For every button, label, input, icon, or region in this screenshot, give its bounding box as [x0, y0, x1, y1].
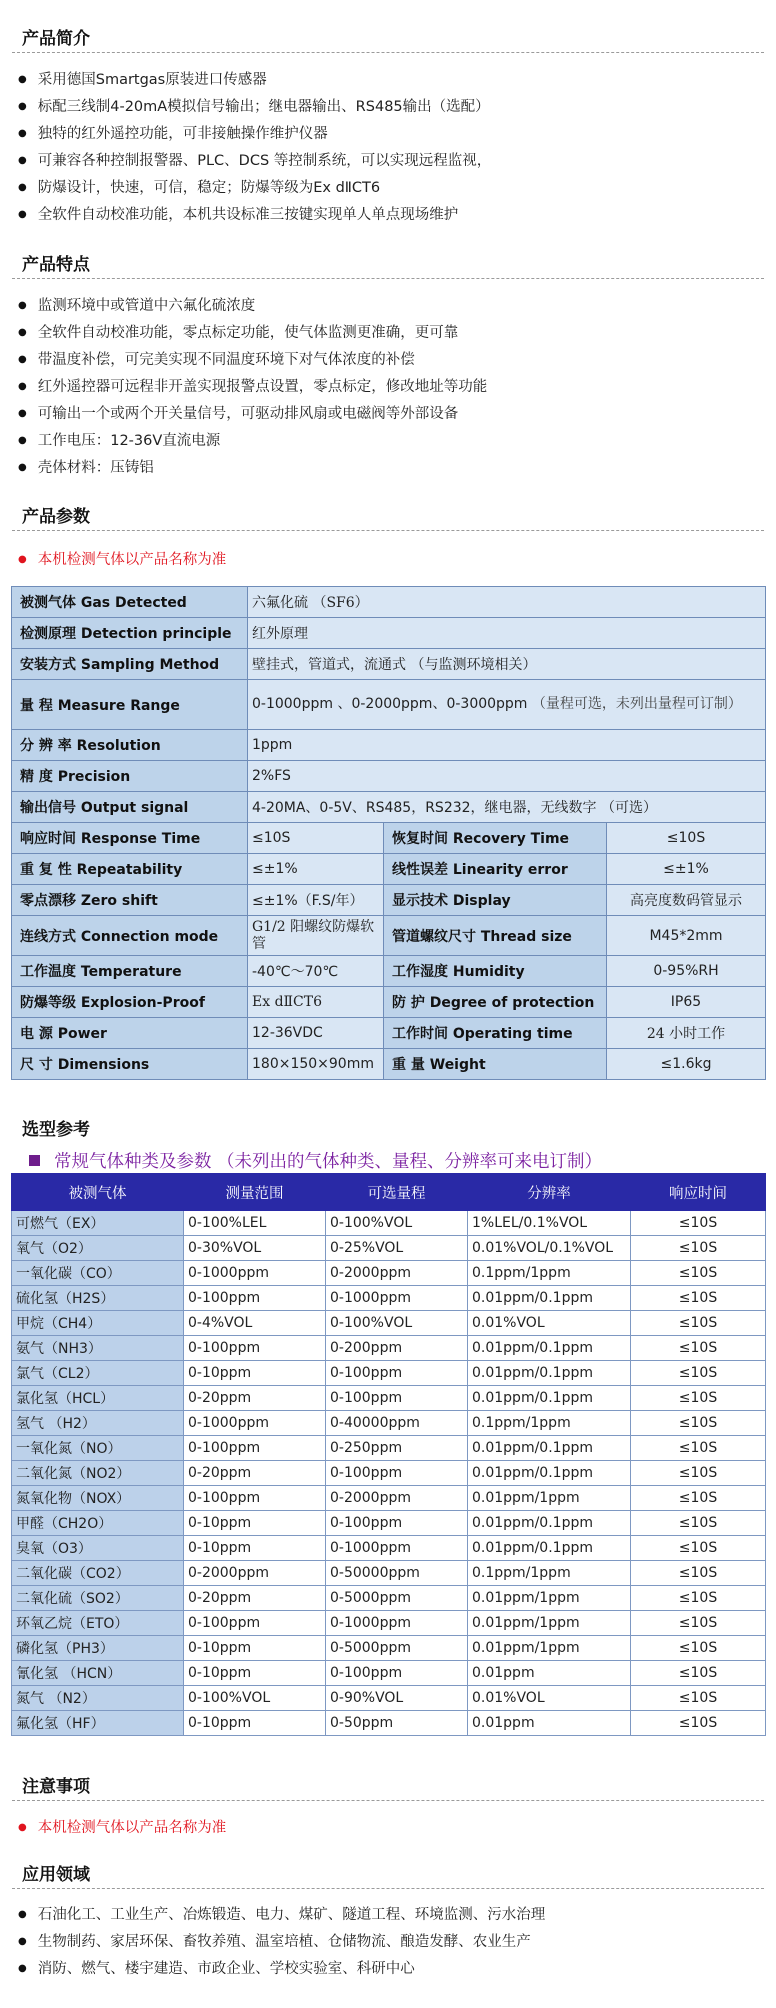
table-cell: 0.01ppm/0.1ppm [468, 1386, 631, 1411]
param-value: G1/2 阳螺纹防爆软管 [248, 916, 384, 956]
table-cell: 0-2000ppm [326, 1486, 468, 1511]
param-label: 电 源 Power [12, 1018, 248, 1049]
table-cell: 0-100ppm [326, 1361, 468, 1386]
param-value: 壁挂式，管道式，流通式 （与监测环境相关） [248, 649, 766, 680]
param-value: 2%FS [248, 761, 766, 792]
table-cell: 0-1000ppm [326, 1611, 468, 1636]
table-cell: 0.01ppm/0.1ppm [468, 1536, 631, 1561]
param-value: ≤±1%（F.S/年） [248, 885, 384, 916]
table-row [12, 1411, 766, 1436]
table-cell: 0-100%VOL [326, 1311, 468, 1336]
applications-title: 应用领域 [22, 1865, 90, 1885]
selection-title: 选型参考 [22, 1120, 90, 1140]
param-value: ≤±1% [607, 854, 766, 885]
gas-name-cell: 环氧乙烷（ETO） [12, 1611, 184, 1636]
table-cell: ≤10S [631, 1711, 766, 1736]
param-label: 防爆等级 Explosion-Proof [12, 987, 248, 1018]
table-cell: ≤10S [631, 1236, 766, 1261]
table-cell: 0-5000ppm [326, 1586, 468, 1611]
table-row [12, 1436, 766, 1461]
table-row [12, 587, 766, 618]
table-cell: 0.01ppm/0.1ppm [468, 1336, 631, 1361]
table-row [12, 1686, 766, 1711]
notes-note: ● 本机检测气体以产品名称为准 [14, 1816, 226, 1837]
table-row [12, 761, 766, 792]
param-label: 响应时间 Response Time [12, 823, 248, 854]
gas-table-body [12, 1211, 766, 1736]
param-label: 管道螺纹尺寸 Thread size [384, 916, 607, 956]
param-label: 线性误差 Linearity error [384, 854, 607, 885]
gas-name-cell: 氮气 （N2） [12, 1686, 184, 1711]
table-cell: 0-50ppm [326, 1711, 468, 1736]
table-row [12, 1336, 766, 1361]
list-item: ● 全软件自动校准功能，零点标定功能，使气体监测更准确，更可靠 [14, 320, 487, 347]
gas-name-cell: 一氧化碳（CO） [12, 1261, 184, 1286]
table-cell: ≤10S [631, 1486, 766, 1511]
table-cell: 0-100ppm [326, 1461, 468, 1486]
notes-title: 注意事项 [22, 1777, 90, 1797]
table-row [12, 1261, 766, 1286]
param-value: 0-95%RH [607, 956, 766, 987]
gas-name-cell: 氰化氢 （HCN） [12, 1661, 184, 1686]
table-cell: 0-100ppm [326, 1511, 468, 1536]
param-value: 4-20MA、0-5V、RS485，RS232，继电器，无线数字 （可选） [248, 792, 766, 823]
param-value: 180×150×90mm [248, 1049, 384, 1080]
table-cell: 0-100ppm [184, 1611, 326, 1636]
table-cell: ≤10S [631, 1536, 766, 1561]
table-cell: 0-2000ppm [326, 1261, 468, 1286]
table-cell: 0.01ppm/1ppm [468, 1486, 631, 1511]
table-cell: 0-10ppm [184, 1361, 326, 1386]
gas-name-cell: 甲烷（CH4） [12, 1311, 184, 1336]
params-title: 产品参数 [22, 507, 90, 527]
param-value: ≤10S [607, 823, 766, 854]
param-label: 工作温度 Temperature [12, 956, 248, 987]
table-row [12, 1711, 766, 1736]
table-cell: 0-20ppm [184, 1461, 326, 1486]
table-cell: ≤10S [631, 1386, 766, 1411]
table-row [12, 956, 766, 987]
table-cell: ≤10S [631, 1361, 766, 1386]
gas-name-cell: 可燃气（EX） [12, 1211, 184, 1236]
table-row [12, 1661, 766, 1686]
table-cell: 0.01ppm/0.1ppm [468, 1461, 631, 1486]
table-cell: 0-5000ppm [326, 1636, 468, 1661]
table-cell: 0-2000ppm [184, 1561, 326, 1586]
table-row [12, 987, 766, 1018]
table-cell: 1%LEL/0.1%VOL [468, 1211, 631, 1236]
list-item: ● 红外遥控器可远程非开盖实现报警点设置，零点标定，修改地址等功能 [14, 374, 487, 401]
table-row [12, 1561, 766, 1586]
param-label: 被测气体 Gas Detected [12, 587, 248, 618]
table-cell: 0-100%LEL [184, 1211, 326, 1236]
table-cell: 0-1000ppm [326, 1286, 468, 1311]
table-row [12, 1361, 766, 1386]
table-cell: 0-20ppm [184, 1386, 326, 1411]
column-header: 分辨率 [468, 1174, 631, 1211]
param-label: 显示技术 Display [384, 885, 607, 916]
table-cell: 0.01%VOL/0.1%VOL [468, 1236, 631, 1261]
table-cell: 0-40000ppm [326, 1411, 468, 1436]
table-cell: 0-100ppm [326, 1661, 468, 1686]
table-cell: ≤10S [631, 1611, 766, 1636]
table-cell: 0-10ppm [184, 1511, 326, 1536]
table-cell: ≤10S [631, 1261, 766, 1286]
table-cell: 0.01ppm [468, 1711, 631, 1736]
table-cell: 0.01ppm/0.1ppm [468, 1436, 631, 1461]
param-value: 24 小时工作 [607, 1018, 766, 1049]
table-cell: 0-1000ppm [184, 1261, 326, 1286]
param-value: 高亮度数码管显示 [607, 885, 766, 916]
table-cell: 0-100ppm [326, 1386, 468, 1411]
param-label: 恢复时间 Recovery Time [384, 823, 607, 854]
section-divider [12, 52, 764, 53]
table-cell: 0-100%VOL [184, 1686, 326, 1711]
param-value: 12-36VDC [248, 1018, 384, 1049]
gas-table-title-text: 常规气体种类及参数 （未列出的气体种类、量程、分辨率可来电订制） [54, 1152, 603, 1172]
features-list [14, 293, 487, 482]
table-row [12, 1386, 766, 1411]
table-row [12, 1586, 766, 1611]
table-row [12, 1536, 766, 1561]
table-row [12, 1486, 766, 1511]
table-cell: 0-100ppm [184, 1286, 326, 1311]
table-cell: 0-20ppm [184, 1586, 326, 1611]
param-value: 1ppm [248, 730, 766, 761]
table-cell: 0-10ppm [184, 1536, 326, 1561]
table-cell: 0-100%VOL [326, 1211, 468, 1236]
param-label: 防 护 Degree of protection [384, 987, 607, 1018]
list-item: ● 工作电压：12-36V直流电源 [14, 428, 487, 455]
table-row [12, 1636, 766, 1661]
gas-name-cell: 氯化氢（HCL） [12, 1386, 184, 1411]
param-label: 工作时间 Operating time [384, 1018, 607, 1049]
gas-name-cell: 一氧化氮（NO） [12, 1436, 184, 1461]
param-value: ≤1.6kg [607, 1049, 766, 1080]
gas-name-cell: 二氧化氮（NO2） [12, 1461, 184, 1486]
list-item: ● 采用德国Smartgas原装进口传感器 [14, 67, 491, 94]
param-label: 零点漂移 Zero shift [12, 885, 248, 916]
column-header: 响应时间 [631, 1174, 766, 1211]
table-cell: 0-25%VOL [326, 1236, 468, 1261]
table-row [12, 854, 766, 885]
column-header: 测量范围 [184, 1174, 326, 1211]
param-label: 量 程 Measure Range [12, 680, 248, 730]
param-label: 工作湿度 Humidity [384, 956, 607, 987]
param-label: 输出信号 Output signal [12, 792, 248, 823]
list-item: ● 标配三线制4-20mA模拟信号输出；继电器输出、RS485输出（选配） [14, 94, 491, 121]
list-item: ● 带温度补偿，可完美实现不同温度环境下对气体浓度的补偿 [14, 347, 487, 374]
intro-title: 产品简介 [22, 29, 90, 49]
table-cell: 0-50000ppm [326, 1561, 468, 1586]
param-value: ≤±1% [248, 854, 384, 885]
table-cell: 0-10ppm [184, 1711, 326, 1736]
table-cell: 0.01ppm/1ppm [468, 1636, 631, 1661]
table-cell: 0-30%VOL [184, 1236, 326, 1261]
param-value: 六氟化硫 （SF6） [248, 587, 766, 618]
gas-name-cell: 硫化氢（H2S） [12, 1286, 184, 1311]
table-row [12, 885, 766, 916]
param-label: 精 度 Precision [12, 761, 248, 792]
table-row [12, 1511, 766, 1536]
table-row [12, 680, 766, 730]
gas-name-cell: 磷化氢（PH3） [12, 1636, 184, 1661]
table-cell: 0-90%VOL [326, 1686, 468, 1711]
list-item: ● 防爆设计，快速，可信，稳定；防爆等级为Ex dⅡCT6 [14, 175, 491, 202]
table-cell: ≤10S [631, 1561, 766, 1586]
gas-name-cell: 二氧化碳（CO2） [12, 1561, 184, 1586]
list-item: ● 壳体材料：压铸铝 [14, 455, 487, 482]
param-value: M45*2mm [607, 916, 766, 956]
table-cell: ≤10S [631, 1461, 766, 1486]
gas-name-cell: 甲醛（CH2O） [12, 1511, 184, 1536]
list-item: ● 生物制药、家居环保、畜牧养殖、温室培植、仓储物流、酿造发酵、农业生产 [14, 1929, 545, 1956]
params-table [11, 586, 766, 1080]
table-cell: 0-10ppm [184, 1636, 326, 1661]
table-header-row [12, 1174, 766, 1211]
gas-name-cell: 臭氧（O3） [12, 1536, 184, 1561]
table-cell: 0.1ppm/1ppm [468, 1261, 631, 1286]
param-label: 重 量 Weight [384, 1049, 607, 1080]
gas-name-cell: 氯气（CL2） [12, 1361, 184, 1386]
param-label: 分 辨 率 Resolution [12, 730, 248, 761]
table-row [12, 1018, 766, 1049]
table-cell: 0-100ppm [184, 1336, 326, 1361]
gas-table-title [11, 1148, 765, 1173]
table-cell: ≤10S [631, 1286, 766, 1311]
table-row [12, 1211, 766, 1236]
gas-name-cell: 二氧化硫（SO2） [12, 1586, 184, 1611]
table-cell: 0.01ppm/0.1ppm [468, 1361, 631, 1386]
param-label: 安装方式 Sampling Method [12, 649, 248, 680]
table-cell: 0-1000ppm [184, 1411, 326, 1436]
table-row [12, 916, 766, 956]
list-item: ● 独特的红外遥控功能，可非接触操作维护仪器 [14, 121, 491, 148]
section-divider [12, 278, 764, 279]
list-item: ● 消防、燃气、楼宇建造、市政企业、学校实验室、科研中心 [14, 1956, 545, 1983]
table-cell: 0-100ppm [184, 1486, 326, 1511]
param-value: Ex dⅡCT6 [248, 987, 384, 1018]
column-header: 可选量程 [326, 1174, 468, 1211]
table-cell: 0.01ppm/0.1ppm [468, 1286, 631, 1311]
section-divider [12, 530, 764, 531]
table-cell: ≤10S [631, 1311, 766, 1336]
table-cell: 0-1000ppm [326, 1536, 468, 1561]
param-label: 尺 寸 Dimensions [12, 1049, 248, 1080]
list-item: ● 监测环境中或管道中六氟化硫浓度 [14, 293, 487, 320]
table-cell: ≤10S [631, 1411, 766, 1436]
table-row [12, 792, 766, 823]
param-value: ≤10S [248, 823, 384, 854]
list-item: ● 可输出一个或两个开关量信号，可驱动排风扇或电磁阀等外部设备 [14, 401, 487, 428]
range-value: 0-1000ppm 、0-2000ppm、0-3000ppm [252, 696, 528, 712]
table-row [12, 730, 766, 761]
table-row [12, 1611, 766, 1636]
list-item: ● 可兼容各种控制报警器、PLC、DCS 等控制系统，可以实现远程监视， [14, 148, 491, 175]
param-label: 连线方式 Connection mode [12, 916, 248, 956]
gas-name-cell: 氟化氢（HF） [12, 1711, 184, 1736]
gas-table [11, 1173, 766, 1736]
table-cell: 0.01ppm [468, 1661, 631, 1686]
intro-list [14, 67, 491, 229]
table-row [12, 1461, 766, 1486]
param-value: 红外原理 [248, 618, 766, 649]
table-row [12, 1049, 766, 1080]
table-cell: ≤10S [631, 1436, 766, 1461]
table-row [12, 649, 766, 680]
table-row [12, 823, 766, 854]
gas-name-cell: 氨气（NH3） [12, 1336, 184, 1361]
table-row [12, 1311, 766, 1336]
gas-name-cell: 氮氧化物（NOX） [12, 1486, 184, 1511]
gas-name-cell: 氧气（O2） [12, 1236, 184, 1261]
table-cell: 0.01%VOL [468, 1686, 631, 1711]
table-cell: 0-10ppm [184, 1661, 326, 1686]
table-row [12, 1236, 766, 1261]
square-bullet-icon [29, 1155, 40, 1166]
table-cell: 0.01ppm/1ppm [468, 1586, 631, 1611]
table-cell: 0.01ppm/0.1ppm [468, 1511, 631, 1536]
table-cell: ≤10S [631, 1511, 766, 1536]
applications-list [14, 1902, 545, 1983]
param-value: -40℃～70℃ [248, 956, 384, 987]
section-divider [12, 1800, 764, 1801]
section-divider [12, 1888, 764, 1889]
table-row [12, 618, 766, 649]
table-cell: 0.01ppm/1ppm [468, 1611, 631, 1636]
list-item: ● 全软件自动校准功能，本机共设标准三按键实现单人单点现场维护 [14, 202, 491, 229]
table-cell: 0-200ppm [326, 1336, 468, 1361]
table-cell: 0.01%VOL [468, 1311, 631, 1336]
features-title: 产品特点 [22, 255, 90, 275]
table-cell: ≤10S [631, 1211, 766, 1236]
table-cell: ≤10S [631, 1661, 766, 1686]
table-cell: 0.1ppm/1ppm [468, 1411, 631, 1436]
param-label: 检测原理 Detection principle [12, 618, 248, 649]
params-note: ● 本机检测气体以产品名称为准 [14, 548, 226, 569]
table-cell: ≤10S [631, 1686, 766, 1711]
table-cell: ≤10S [631, 1336, 766, 1361]
param-value: IP65 [607, 987, 766, 1018]
range-note: （量程可选，未列出量程可订制） [531, 696, 742, 712]
table-cell: ≤10S [631, 1586, 766, 1611]
table-cell: 0-4%VOL [184, 1311, 326, 1336]
param-value [248, 680, 766, 730]
list-item: ● 石油化工、工业生产、冶炼锻造、电力、煤矿、隧道工程、环境监测、污水治理 [14, 1902, 545, 1929]
column-header: 被测气体 [12, 1174, 184, 1211]
table-cell: 0-100ppm [184, 1436, 326, 1461]
table-cell: 0.1ppm/1ppm [468, 1561, 631, 1586]
table-cell: ≤10S [631, 1636, 766, 1661]
table-row [12, 1286, 766, 1311]
param-label: 重 复 性 Repeatability [12, 854, 248, 885]
gas-name-cell: 氢气 （H2） [12, 1411, 184, 1436]
table-cell: 0-250ppm [326, 1436, 468, 1461]
